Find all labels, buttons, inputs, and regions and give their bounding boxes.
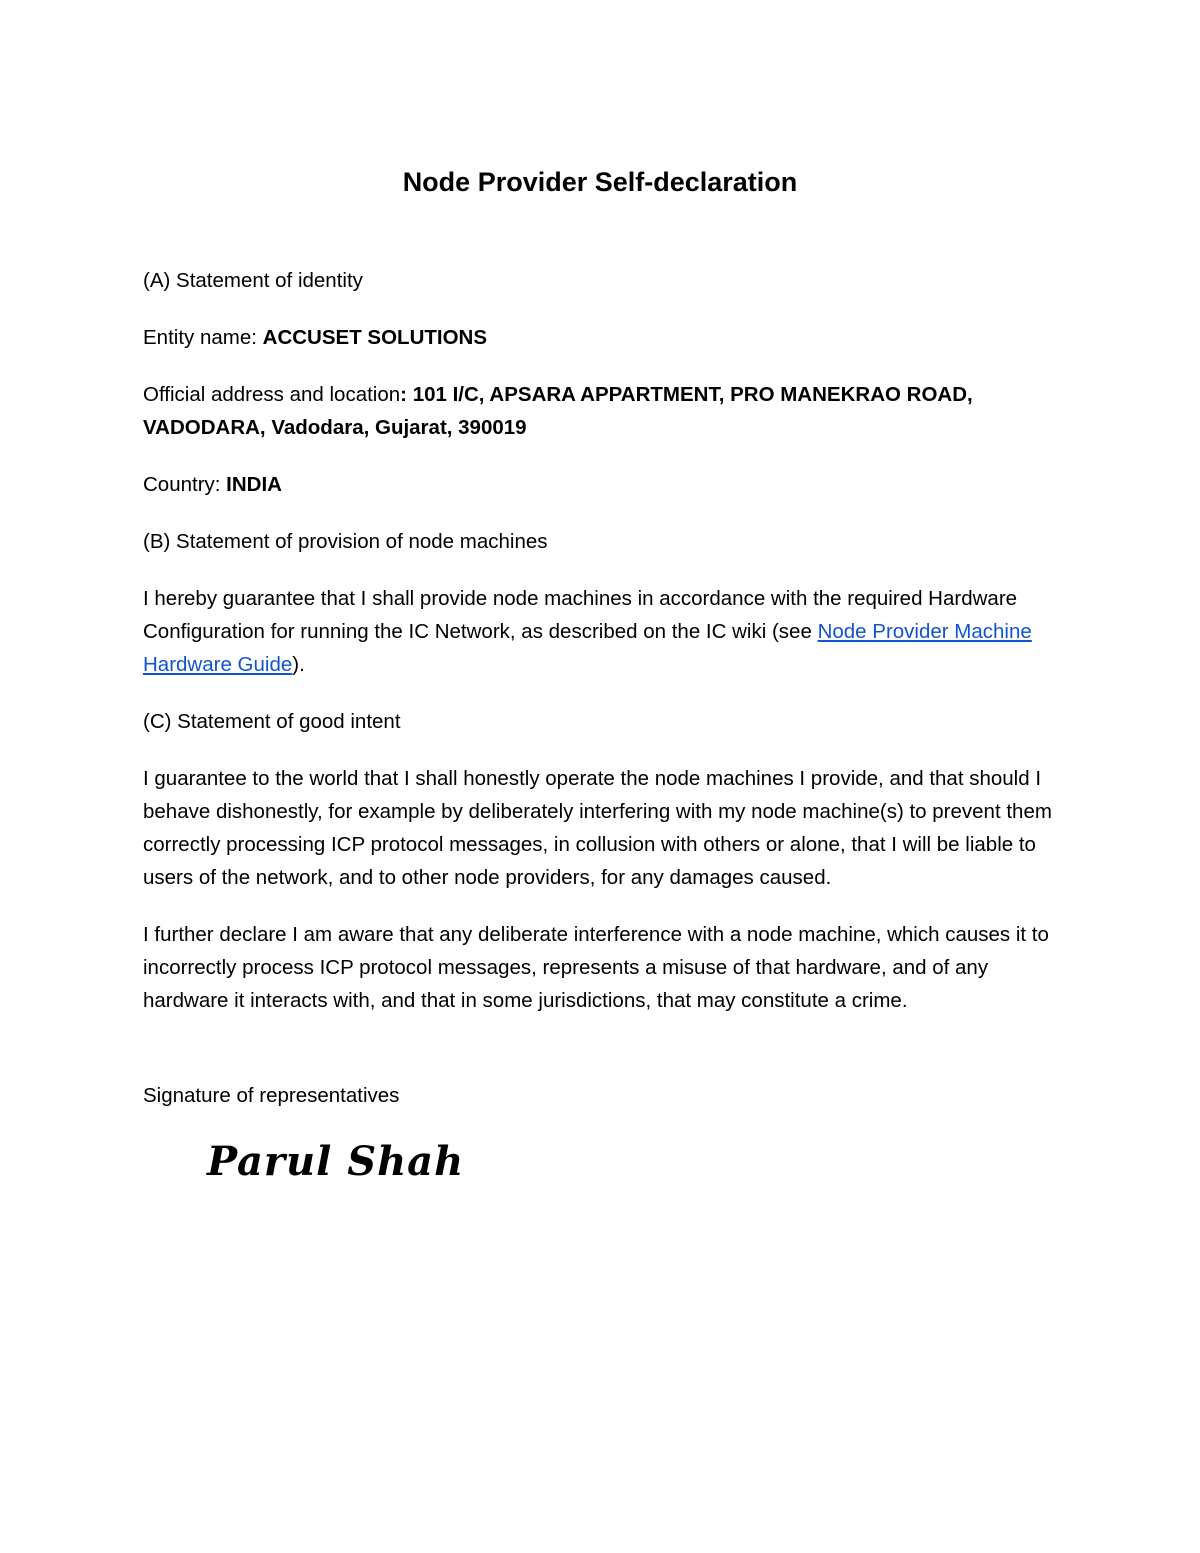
- section-a-heading: (A) Statement of identity: [143, 269, 363, 292]
- section-b-heading: (B) Statement of provision of node machines: [143, 530, 548, 553]
- page-title: Node Provider Self-declaration: [402, 167, 798, 197]
- statement-b-text: I hereby guarantee that I shall provide node machines in accordance with the required Hardware Configuration for running the IC Network, as described on the IC wiki (see: [143, 587, 1018, 643]
- country-label: Country:: [143, 473, 227, 496]
- statement-b-text-end: ).: [292, 653, 305, 676]
- address-line: [143, 378, 1057, 444]
- statement-c-paragraph-1: I guarantee to the world that I shall honestly operate the node machines I provide, and that should I behave dishonestly, for example by deliberately interfering with my node machine(s) to prevent them correctly processing ICP protocol messages, in collusion with others or alone, that I will be liable to users of the network, and to other node providers, for any damages caused.: [143, 767, 1052, 889]
- statement-b-paragraph: [143, 582, 1057, 681]
- signature-name: Parul Shah: [207, 1138, 465, 1185]
- statement-c-paragraph-2: I further declare I am aware that any deliberate interference with a node machine, which causes it to incorrectly process ICP protocol messages, represents a misuse of that hardware, and of any hardware it interacts with, and that in some jurisdictions, that may constitute a crime.: [143, 923, 1049, 1012]
- entity-name-value: ACCUSET SOLUTIONS: [262, 326, 488, 349]
- entity-name-label: Entity name:: [143, 326, 263, 349]
- address-value: : 101 I/C, APSARA APPARTMENT, PRO MANEKRAO ROAD, VADODARA, Vadodara, Gujarat, 390019: [143, 383, 973, 439]
- hardware-guide-link[interactable]: Node Provider Machine Hardware Guide: [143, 620, 1032, 676]
- country-line: [143, 468, 1057, 501]
- signature-label: Signature of representatives: [143, 1084, 400, 1107]
- section-c-heading: (C) Statement of good intent: [143, 710, 401, 733]
- address-label: Official address and location: [143, 383, 401, 406]
- entity-name-line: [143, 321, 1057, 354]
- country-value: INDIA: [226, 473, 282, 496]
